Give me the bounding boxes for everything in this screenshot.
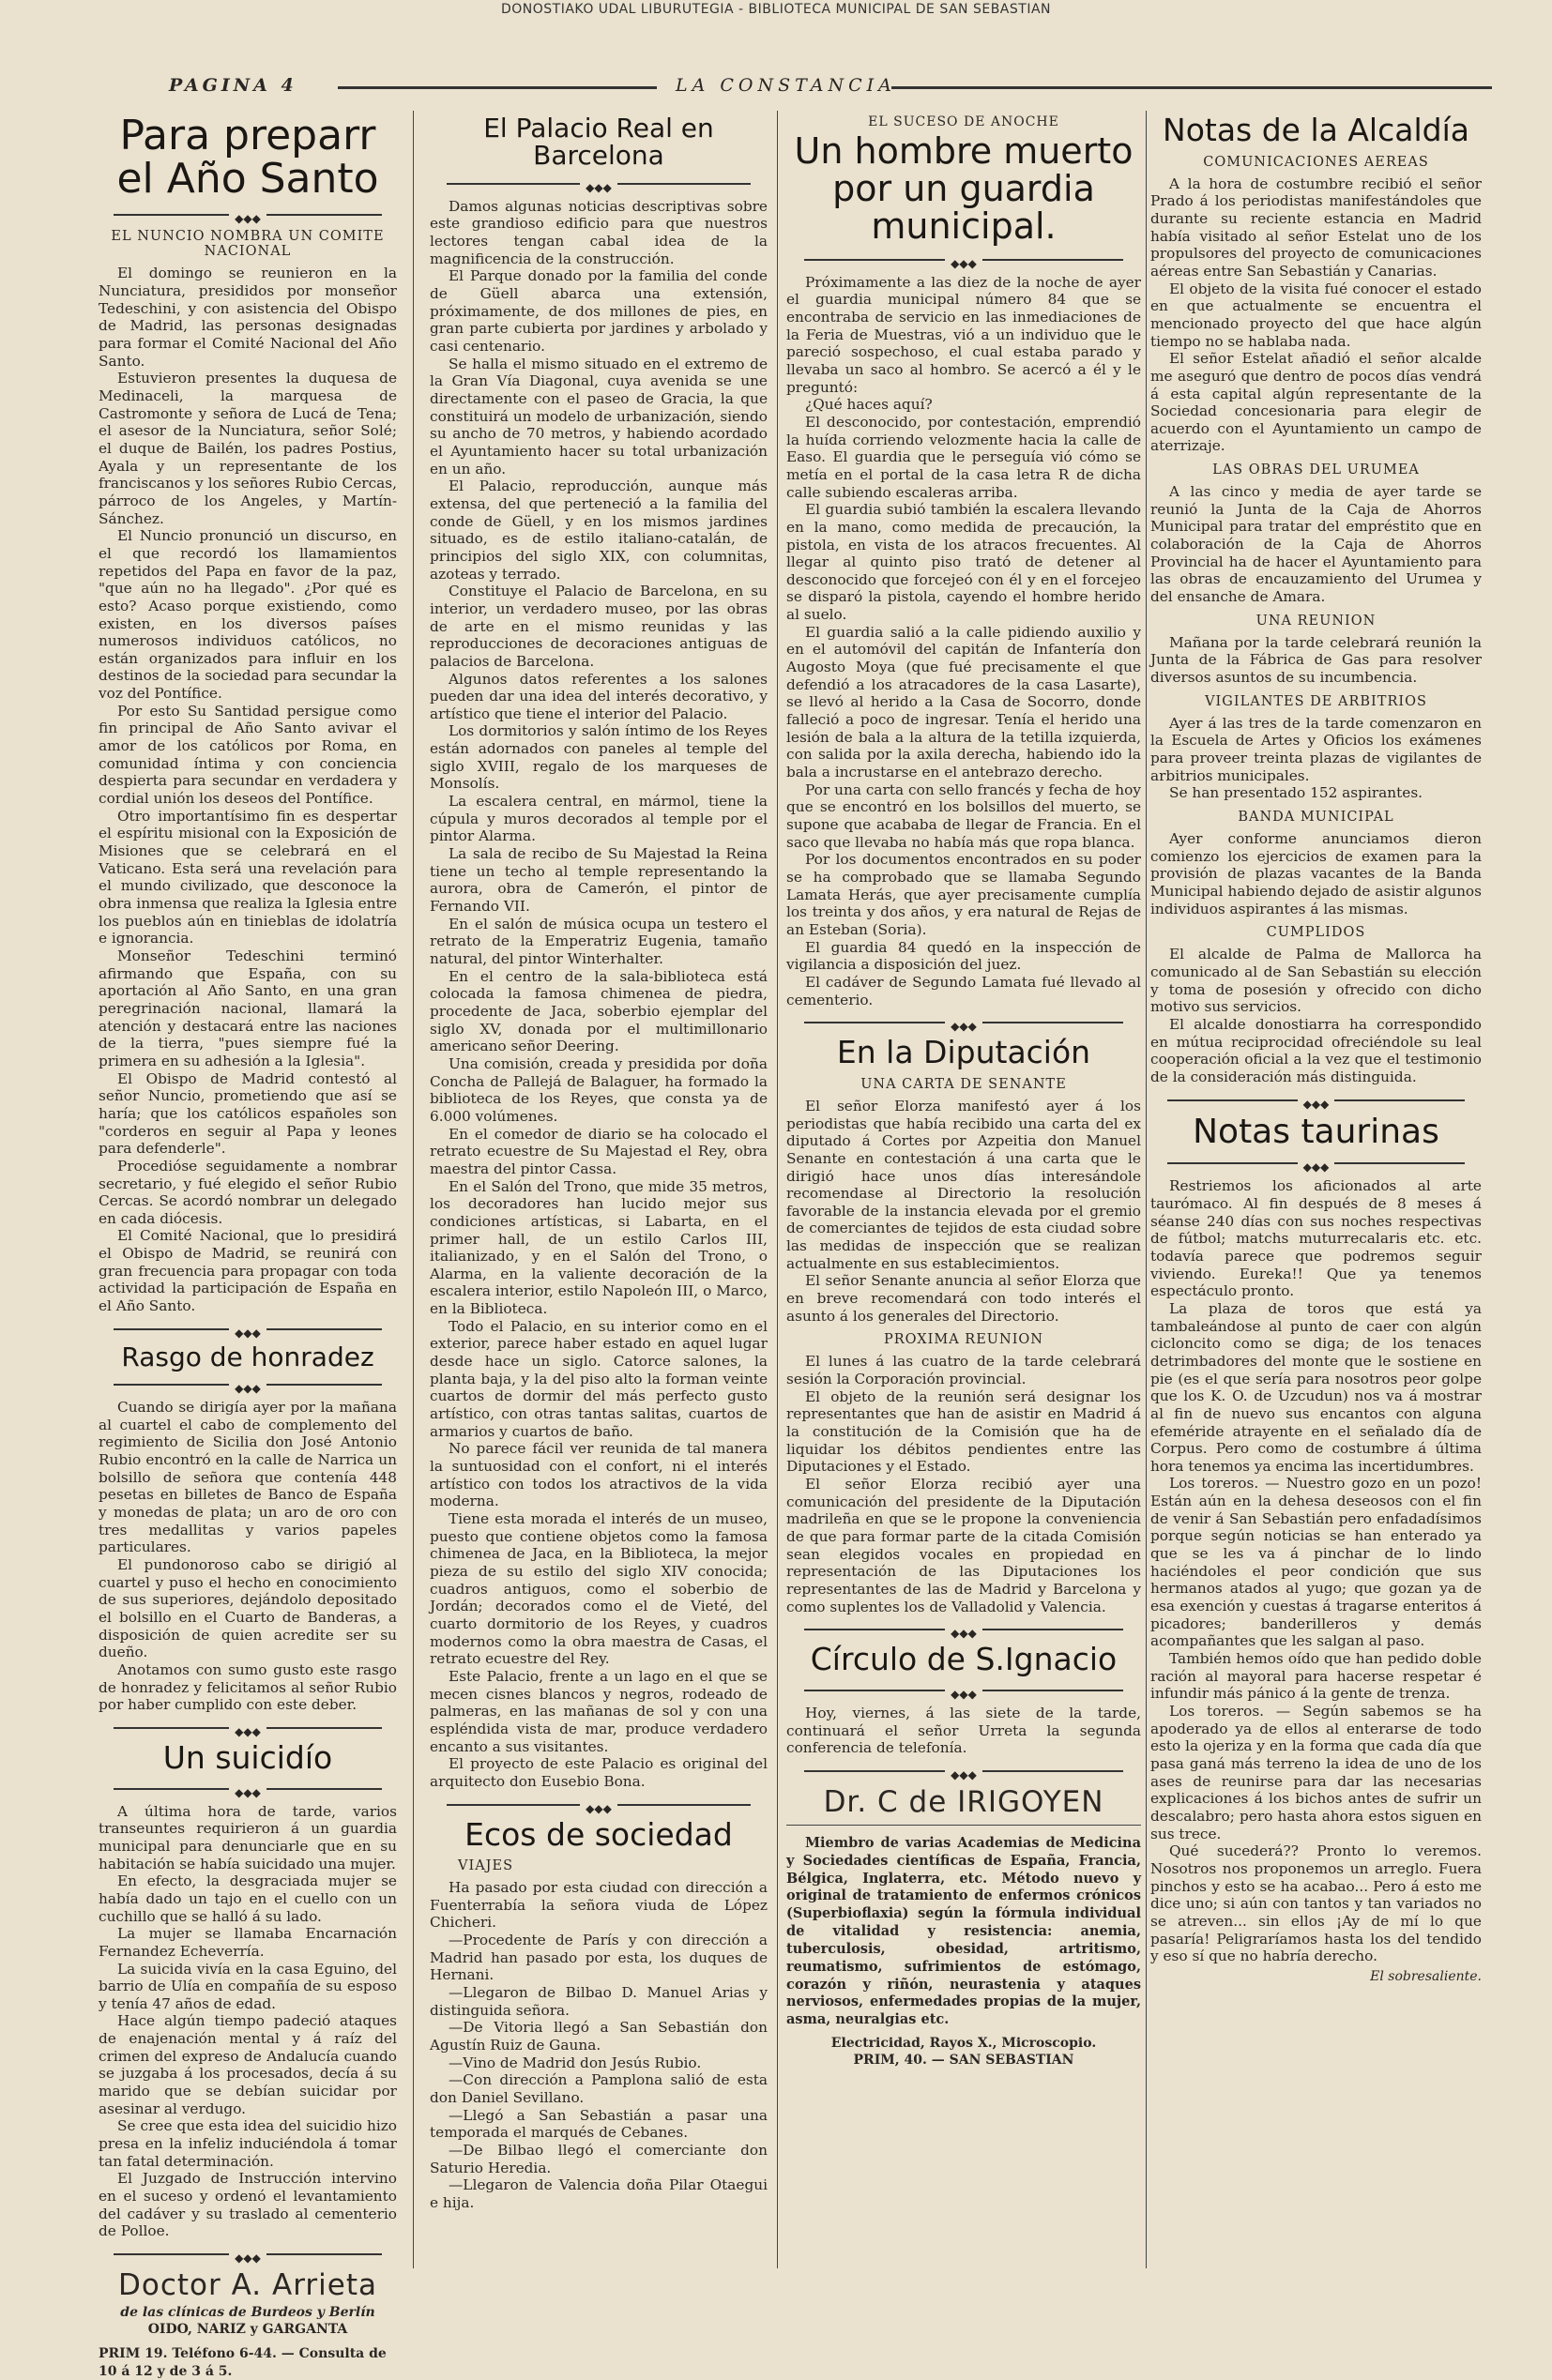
masthead-rule-right xyxy=(891,86,1492,89)
article-body xyxy=(99,1803,397,2240)
paragraph: A la hora de costumbre recibió el señor Prado á los periodistas manifestándoles que durante su reciente estancia en Madrid había visitado al señor Estelat uno de los propulsores del proyecto de comunicaciones aéreas entre San Sebastián y Canarias. xyxy=(1150,174,1482,280)
paragraph: En el centro de la sala-biblioteca está colocada la famosa chimenea de piedra, procedente de Jaca, soberbio ejemplar del siglo XV, donada por el multimillonario americano señor Deering. xyxy=(430,967,768,1055)
advertisement-irigoyen xyxy=(786,1785,1141,2069)
paragraph: Cuando se dirigía ayer por la mañana al cuartel el cabo de complemento del regimiento de Sicilia don José Antonio Rubio encontró en la calle de Narrica un bolsillo de señora que contenía 448 pesetas en billetes de Banco de España y monedas de plata; un aro de oro con tres medallitas y varios papeles particulares. xyxy=(99,1399,397,1556)
ad-line: PRIM 19. Teléfono 6-44. — Consulta de 10 á 12 y de 3 á 5. xyxy=(99,2346,387,2379)
masthead-rule-left xyxy=(338,86,657,89)
paragraph: La plaza de toros que está ya tambaleándose al punto de caer con algún cicloncito como se diga; de los tenaces detrimbadores del monte que le sostiene en pie (es el que sería para nosotros peor golpe que los K. O. de Uzcudun) nos va á mostrar al fin de nuevo sus encantos con alguna efeméride atrayente en el señalado día de Corpus. Pero como de costumbre á última hora tenemos ya encima las incertidumbres. xyxy=(1150,1299,1482,1475)
subheadline: PROXIMA REUNION xyxy=(884,1332,1043,1348)
paragraph: Todo el Palacio, en su interior como en el exterior, parece haber estado en aquel lugar desde hace un siglo. Catorce salones, la planta baja, y la del piso alto la forman veinte cuartos de dormir del más perfecto gusto artístico, con otras tantas salitas, cuartos de armarios y cuartos de baño. xyxy=(430,1317,768,1440)
ad-line: de las clínicas de Burdeos y Berlín xyxy=(120,2305,375,2320)
headline-ano-santo: Para preparr el Año Santo xyxy=(116,112,379,204)
paragraph: A las cinco y media de ayer tarde se reunió la Junta de la Caja de Ahorros Municipal para tratar del empréstito que en colaboración de la Caja de Ahorros Provincial ha de hacer el Ayuntamiento para las obras de encauzamiento del Urumea y del ensanche de Amara. xyxy=(1150,483,1482,606)
ad-line: OIDO, NARIZ y GARGANTA xyxy=(147,2322,348,2338)
column-rule xyxy=(413,111,414,2268)
paragraph: El alcalde donostiarra ha correspondido en mútua reciprocidad ofreciéndole su leal cooperación oficial a la vez que el testimonio de la consideración más distinguida. xyxy=(1150,1015,1482,1085)
article-body xyxy=(786,1353,1141,1615)
section-divider: ◆◆◆ xyxy=(786,1016,1141,1029)
paragraph: Damos algunas noticias descriptivas sobre este grandioso edificio para que nuestros lectores tengan cabal idea de la magnificencia de la construcción. xyxy=(430,197,768,267)
section-divider: ◆◆◆ xyxy=(430,1798,768,1812)
paragraph: El Palacio, reproducción, aunque más extensa, del que perteneció a la familia del conde de Güell, y en los mismos jardines situado, es de estilo italiano-catalán, de principios del siglo XIX, con columnitas, azoteas y terrado. xyxy=(430,478,768,583)
advertisement-arrieta xyxy=(99,2268,397,2380)
paragraph: La escalera central, en mármol, tiene la cúpula y muros decorados al temple por el pintor Alarma. xyxy=(430,793,768,845)
paragraph: El guardia subió también la escalera llevando en la mano, como medida de precaución, la pistola, en vista de los atracos frecuentes. Al llegar al quinto piso trató de detener al desconocido que forcejeó con él y en el forcejeo se disparó la pistola, cayendo el hombre herido al suelo. xyxy=(786,501,1141,624)
paragraph: Tiene esta morada el interés de un museo, puesto que contiene objetos como la famosa chimenea de Jaca, en la Biblioteca, la mejor pieza de su estilo del siglo XIV conocida; cuadros antiguos, como el soberbio de Jordán; decorados como el de Vieté, del cuarto dormitorio de los Reyes, y cuadros modernos como la obra maestra de Casas, el retrato ecuestre del Rey. xyxy=(430,1510,768,1668)
paragraph: Próximamente a las diez de la noche de ayer el guardia municipal número 84 que se encontraba de servicio en las inmediaciones de la Feria de Muestras, vió a un individuo que le pareció sospechoso, el cual estaba parado y llevaba un saco al hombro. Se acercó a él y le preguntó: xyxy=(786,273,1141,396)
paragraph: Monseñor Tedeschini terminó afirmando que España, con su aportación al Año Santo, en una gran peregrinación nacional, llamará la atención y destacará entre las naciones de la tierra, "pues siempre fué la primera en su adhesión a la Iglesia". xyxy=(99,947,397,1069)
paragraph: A última hora de tarde, varios transeuntes requirieron á un guardia municipal para denunciarle que en su habitación se había suicidado una mujer. xyxy=(99,1802,397,1872)
paragraph: Ha pasado por esta ciudad con dirección a Fuenterrabía la señora viuda de López Chicheri. xyxy=(430,1879,768,1932)
paragraph: El proyecto de este Palacio es original del arquitecto don Eusebio Bona. xyxy=(430,1755,768,1790)
paragraph: La suicida vivía en la casa Eguino, del barrio de Ulía en compañía de su esposo y tenía 47 años de edad. xyxy=(99,1960,397,2012)
article-body xyxy=(1150,634,1482,687)
paragraph: Ayer conforme anunciamos dieron comienzo los ejercicios de examen para la provisión de plazas vacantes de la Banda Municipal habiendo dejado de asistir algunos individuos aspirantes á las mismas. xyxy=(1150,829,1482,917)
ornament: ◆◆◆ xyxy=(99,1378,397,1391)
headline-suicidio: Un suicidío xyxy=(162,1738,333,1776)
paragraph: El desconocido, por contestación, emprendió la huída corriendo velozmente hacia la calle de Easo. El guardia que le perseguía vió cómo se metía en el portal de la casa letra R de dicha calle subiendo escaleras arriba. xyxy=(786,413,1141,501)
article-body xyxy=(786,1098,1141,1326)
subheadline: UNA REUNION xyxy=(1255,613,1377,629)
paragraph: En efecto, la desgraciada mujer se había dado un tajo en el cuello con un cuchillo que se halló á su lado. xyxy=(99,1872,397,1925)
paragraph: El objeto de la reunión será designar los representantes que han de asistir en Madrid á la constitución de la Comisión que ha de liquidar los débitos pendientes entre las Diputaciones y el Estado. xyxy=(786,1387,1141,1476)
ornament: ◆◆◆ xyxy=(786,1684,1141,1697)
ad-rule xyxy=(786,1825,1141,1826)
column-rule xyxy=(1146,111,1147,2268)
section-divider: ◆◆◆ xyxy=(99,2248,397,2261)
paragraph: Restriemos los aficionados al arte taurómaco. Al fin después de 8 meses á séanse 240 días con sus noches respectivas de fútbol; matchs muturrecalaris etc. etc. todavía parece que podremos seguir viviendo. Eureka!! Que ya tenemos espectáculo pronto. xyxy=(1150,1177,1482,1300)
article-body xyxy=(99,265,397,1314)
paragraph: Una comisión, creada y presidida por doña Concha de Pallejá de Balaguer, ha formado la biblioteca de los Reyes, que consta ya de 6.000 volúmenes. xyxy=(430,1054,768,1125)
paragraph: Constituye el Palacio de Barcelona, en su interior, un verdadero museo, por las obras de arte en el mismo reunidas y las reproducciones de decoraciones antiguas de palacios de Barcelona. xyxy=(430,583,768,670)
paragraph: Hoy, viernes, á las siete de la tarde, continuará el señor Urreta la segunda conferencia de telefonía. xyxy=(786,1704,1141,1757)
paragraph: Por esto Su Santidad persigue como fin principal de Año Santo avivar el amor de los católicos por Roma, en comunidad íntima y con conciencia despierta para secundar en verdadera y cordial unión los deseos del Pontífice. xyxy=(99,702,397,808)
paragraph: Hace algún tiempo padeció ataques de enajenación mental y á raíz del crimen del expreso de Andalucía cuando se juzgaba á los procesados, decía á su marido que se debían suicidar por asesinar al verdugo. xyxy=(99,2012,397,2117)
paragraph: Procedióse seguidamente a nombrar secretario, y fué elegido el señor Rubio Cercas. Se acordó nombrar un delegado en cada diócesis. xyxy=(99,1157,397,1227)
paragraph: El lunes á las cuatro de la tarde celebrará sesión la Corporación provincial. xyxy=(786,1353,1141,1388)
paragraph: Estuvieron presentes la duquesa de Medinaceli, la marquesa de Castromonte y señora de Lucá de Tena; el asesor de la Nunciatura, señor Solé; el duque de Bailén, los padres Postius, Ayala y un representante de los franciscanos y los señores Rubio Cercas, párroco de los Angeles, y Martín-Sánchez. xyxy=(99,370,397,527)
ad-text: Miembro de varias Academias de Medicina y Sociedades científicas de España, Francia, Bélgica, Inglaterra, etc. Método nuevo y original de tratamiento de enfermos crónicos (Superbioflaxia) según la fórmula individual de vitalidad y resistencia: anemia, tuberculosis, obesidad, artritismo, reumatismo, sufrimientos de estómago, corazón y riñón, neurastenia y ataques nerviosos, enfermedades propias de la mujer, asma, neuralgias etc. xyxy=(786,1834,1141,2028)
article-body xyxy=(430,198,768,1791)
ornament: ◆◆◆ xyxy=(99,208,397,221)
paragraph: Se halla el mismo situado en el extremo de la Gran Vía Diagonal, cuya avenida se une directamente con el paseo de Gracia, la que constituirá un modelo de urbanización, siendo su ancho de 70 metros, y habiendo acordado el Ayuntamiento hacer su total urbanización en un año. xyxy=(430,355,768,478)
paragraph: El señor Senante anuncia al señor Elorza que en breve recomendará con todo interés el asunto á los generales del Directorio. xyxy=(786,1272,1141,1325)
section-divider: ◆◆◆ xyxy=(786,1623,1141,1636)
headline-diputacion: En la Diputación xyxy=(836,1034,1091,1071)
subheadline: EL NUNCIO NOMBRA UN COMITE NACIONAL xyxy=(111,229,385,260)
paragraph: El Juzgado de Instrucción intervino en el suceso y ordenó el levantamiento del cadáver y su traslado al cementerio de Polloe. xyxy=(99,2170,397,2240)
paragraph: —De Bilbao llegó el comerciante don Saturio Heredia. xyxy=(430,2141,768,2176)
subheadline: COMUNICACIONES AEREAS xyxy=(1203,154,1429,170)
paragraph: En el Salón del Trono, que mide 35 metros, los decoradores han lucido mejor sus condiciones artísticas, si Labarta, en el primer hall, de un estilo Carlos III, italianizado, y en el Salón del Trono, o Alarma, en la valiente decoración de la escalera interior, estilo Napoleón III, o Marco, en la Biblioteca. xyxy=(430,1177,768,1318)
article-body xyxy=(1150,1177,1482,1965)
paragraph: El alcalde de Palma de Mallorca ha comunicado al de San Sebastián su elección y toma de posesión y ofrecido con dicho motivo sus servicios. xyxy=(1150,946,1482,1016)
paragraph: Anotamos con sumo gusto este rasgo de honradez y felicitamos al señor Rubio por haber cumplido con este deber. xyxy=(99,1660,397,1714)
column-2 xyxy=(430,111,768,2268)
paragraph: El pundonoroso cabo se dirigió al cuartel y puso el hecho en conocimiento de sus superiores, dejándolo depositado el bolsillo en el Cuarto de Banderas, a disposición de quien acredite ser su dueño. xyxy=(99,1556,397,1661)
ornament: ◆◆◆ xyxy=(430,177,768,190)
paragraph: Los dormitorios y salón íntimo de los Reyes están adornados con paneles al temple del siglo XVIII, regalo de los marqueses de Monsolís. xyxy=(430,722,768,793)
paragraph: Los toreros. — Nuestro gozo en un pozo! Están aún en la dehesa deseosos con el fin de venir á San Sebastián pero enfadadísimos porque según noticias se han enterado ya que se les va á pinchar de lo lindo haciéndoles el peor condición que sus hermanos atados al yugo; que gozan ya de esa exención y cuestas á tragarse enteritos á picadores; banderilleros y demás acompañantes que les salgan al paso. xyxy=(1150,1475,1482,1650)
paragraph: Mañana por la tarde celebrará reunión la Junta de la Fábrica de Gas para resolver diversos asuntos de su incumbencia. xyxy=(1150,633,1482,687)
column-rule xyxy=(777,111,778,2268)
paragraph: Otro importantísimo fin es despertar el espíritu misional con la Exposición de Misiones que se celebrará en el Vaticano. Esta será una revelación para el mundo civilizado, que desconoce la obra inmensa que realiza la Iglesia entre los pueblos aún en tinieblas de idolatría e ignorancia. xyxy=(99,807,397,947)
section-divider: ◆◆◆ xyxy=(1150,1094,1482,1107)
paragraph: —Procedente de París y con dirección a Madrid han pasado por esta, los duques de Hernani. xyxy=(430,1932,768,1984)
subheadline: VIAJES xyxy=(458,1858,514,1874)
paragraph: —Con dirección a Pamplona salió de esta don Daniel Sevillano. xyxy=(430,2071,768,2107)
ornament: ◆◆◆ xyxy=(786,253,1141,266)
article-body xyxy=(99,1399,397,1714)
ad-line: PRIM, 40. — SAN SEBASTIAN xyxy=(853,2053,1074,2069)
headline-circulo: Círculo de S.Ignacio xyxy=(810,1641,1118,1678)
article-body xyxy=(786,274,1141,1009)
article-body xyxy=(1150,175,1482,456)
paragraph: En el salón de música ocupa un testero el retrato de la Emperatriz Eugenia, tamaño natural, del pintor Winterhalter. xyxy=(430,915,768,967)
column-1 xyxy=(99,111,397,2379)
paragraph: La mujer se llamaba Encarnación Fernandez Echeverría. xyxy=(99,1925,397,1960)
newspaper-title: LA CONSTANCIA xyxy=(676,75,896,96)
article-body xyxy=(1150,715,1482,802)
paragraph: Ayer á las tres de la tarde comenzaron en la Escuela de Artes y Oficios los exámenes para proveer treinta plazas de vigilantes de arbitrios municipales. xyxy=(1150,714,1482,784)
article-body xyxy=(786,1705,1141,1757)
paragraph: El señor Estelat añadió el señor alcalde me aseguró que dentro de pocos días vendrá á esta capital algún representante de la Sociedad concesionaria para elegir de acuerdo con el Ayuntamiento un campo de aterrizaje. xyxy=(1150,350,1482,455)
ornament: ◆◆◆ xyxy=(1150,1157,1482,1170)
paragraph: El domingo se reunieron en la Nunciatura, presididos por monseñor Tedeschini, y con asistencia del Obispo de Madrid, las personas designadas para formar el Comité Nacional del Año Santo. xyxy=(99,265,397,370)
paragraph: El guardia 84 quedó en la inspección de vigilancia a disposición del juez. xyxy=(786,938,1141,974)
paragraph: ¿Qué haces aquí? xyxy=(805,396,933,414)
paragraph: Los toreros. — Según sabemos se ha apoderado ya de ellos al enterarse de todo esto la ojeriza y en la forma que cada día que pasa ganá más terreno la idea de uno de los ases de reunirse para dar las necesarias explicaciones á los bichos antes de sufrir un descalabro; pero hasta ahora estos siguen en sus trece. xyxy=(1150,1703,1482,1842)
paragraph: También hemos oído que han pedido doble ración al mayoral para hacerse respetar é infundir más pánico á la gente de trenza. xyxy=(1150,1650,1482,1703)
ad-title: Dr. C de IRIGOYEN xyxy=(823,1784,1104,1819)
ad-title: Doctor A. Arrieta xyxy=(118,2268,377,2302)
paragraph: En el comedor de diario se ha colocado el retrato ecuestre de Su Majestad el Rey, obra maestra del pintor Cassa. xyxy=(430,1125,768,1177)
column-4 xyxy=(1150,111,1482,2268)
subheadline: UNA CARTA DE SENANTE xyxy=(860,1076,1067,1092)
paragraph: La sala de recibo de Su Majestad la Reina tiene un techo al temple representando la aurora, obra de Camerón, el pintor de Fernando VII. xyxy=(430,845,768,916)
article-body xyxy=(1150,830,1482,917)
section-divider: ◆◆◆ xyxy=(786,1765,1141,1778)
kicker: EL SUCESO DE ANOCHE xyxy=(868,114,1059,129)
article-body xyxy=(1150,946,1482,1085)
paragraph: Se cree que esta idea del suicidio hizo presa en la infeliz induciéndola á tomar tan fatal determinación. xyxy=(99,2117,397,2170)
headline-palacio-real: El Palacio Real en Barcelona xyxy=(483,113,714,172)
paragraph: —De Vitoria llegó a San Sebastián don Agustín Ruiz de Gauna. xyxy=(430,2019,768,2054)
headline-hombre-muerto: Un hombre muerto por un guardia municipal. xyxy=(794,130,1134,247)
paragraph: Se han presentado 152 aspirantes. xyxy=(1169,784,1423,802)
paragraph: Qué sucederá?? Pronto lo veremos. Nosotros nos proponemos un arreglo. Fuera pinchos y esto se ha acabao... Pero á esto me dice uno; si aún con tantos y tan variados no se atreven... sin ellos ¡Ay de mí lo que pasaría! Peligraríamos hasta los del tendido y eso sí que no habría derecho. xyxy=(1150,1842,1482,1965)
paragraph: El cadáver de Segundo Lamata fué llevado al cementerio. xyxy=(786,973,1141,1008)
section-divider: ◆◆◆ xyxy=(99,1721,397,1735)
paragraph: El Parque donado por la familia del conde de Güell abarca una extensión, próximamente, de dos millones de pies, en gran parte cubierta por jardines y arbolado y casi centenario. xyxy=(430,267,768,356)
library-watermark: DONOSTIAKO UDAL LIBURUTEGIA - BIBLIOTECA MUNICIPAL DE SAN SEBASTIAN xyxy=(500,2,1052,17)
paragraph: El Obispo de Madrid contestó al señor Nuncio, prometiendo que así se haría; que los católicos españoles son "corderos en seguir al Papa y leones para defenderle". xyxy=(99,1069,397,1158)
paragraph: Este Palacio, frente a un lago en el que se mecen cisnes blancos y negros, rodeado de palmeras, en las mañanas de sol y con una espléndida vista de mar, produce verdadero encanto a sus visitantes. xyxy=(430,1667,768,1755)
headline-ecos-sociedad: Ecos de sociedad xyxy=(464,1815,733,1853)
section-divider: ◆◆◆ xyxy=(99,1323,397,1336)
ad-line: Electricidad, Rayos X., Microscopio. xyxy=(830,2036,1097,2052)
paragraph: El objeto de la visita fué conocer el estado en que actualmente se encuentra el mencionado proyecto del que hace algún tiempo no se hablaba nada. xyxy=(1150,280,1482,350)
column-3 xyxy=(786,111,1141,2268)
headline-honradez: Rasgo de honradez xyxy=(121,1341,374,1372)
paragraph: El Nuncio pronunció un discurso, en el que recordó los llamamientos repetidos del Papa en favor de la paz, "que aún no ha llegado". ¿Por qué es esto? Acaso porque existiendo, como existen, en los diversos países numerosos individuos católicos, no están organizados para influir en los destinos de la sociedad para secundar la voz del Pontífice. xyxy=(99,527,397,703)
paragraph: El señor Elorza recibió ayer una comunicación del presidente de la Diputación madrileña en que se le propone la conveniencia de que para formar parte de la citada Comisión sean elegidos vocales en propiedad en representación de las Diputaciones los representantes de las de Madrid y Barcelona y como suplentes los de Valladolid y Valencia. xyxy=(786,1476,1141,1615)
paragraph: El Comité Nacional, que lo presidirá el Obispo de Madrid, se reunirá con gran frecuencia para propagar con toda actividad la participación de España en el Año Santo. xyxy=(99,1227,397,1315)
ornament: ◆◆◆ xyxy=(99,1782,397,1796)
paragraph: —Vino de Madrid don Jesús Rubio. xyxy=(449,2054,702,2071)
paragraph: No parece fácil ver reunida de tal manera la suntuosidad con el confort, ni el interés artístico con todos los atractivos de la vida moderna. xyxy=(430,1440,768,1510)
article-body xyxy=(430,1879,768,2211)
headline-taurinas: Notas taurinas xyxy=(1193,1112,1439,1151)
paragraph: El guardia salió a la calle pidiendo auxilio y en el automóvil del capitán de Infantería don Augosto Moya (que fué precisamente el que defendió a los atracadores de la casa Lasarte), se llevó al herido a la Casa de Socorro, donde falleció a poco de ingresar. Tenía el herido una lesión de bala a la altura de la tetilla izquierda, con salida por la axila derecha, habiendo ido la bala a incrustarse en el antebrazo derecho. xyxy=(786,623,1141,781)
masthead xyxy=(169,68,1501,105)
article-body xyxy=(1150,483,1482,606)
page-number: PAGINA 4 xyxy=(169,75,297,96)
paragraph: Algunos datos referentes a los salones pueden dar una idea del interés decorativo, y artístico que tiene el interior del Palacio. xyxy=(430,670,768,722)
paragraph: —Llegaron de Valencia doña Pilar Otaegui e hija. xyxy=(430,2176,768,2211)
paragraph: Por los documentos encontrados en su poder se ha comprobado que se llamaba Segundo Lamata Herás, que ayer precisamente cumplía los treinta y dos años, y era natural de Rejas de an Esteban (Soria). xyxy=(786,851,1141,938)
subheadline: CUMPLIDOS xyxy=(1266,925,1366,941)
subheadline: LAS OBRAS DEL URUMEA xyxy=(1212,462,1420,478)
signature: El sobresaliente. xyxy=(1370,1968,1482,1984)
paragraph: —Llegó a San Sebastián a pasar una temporada el marqués de Cebanes. xyxy=(430,2106,768,2142)
headline-alcaldia: Notas de la Alcaldía xyxy=(1163,112,1469,148)
subheadline: VIGILANTES DE ARBITRIOS xyxy=(1205,693,1427,709)
paragraph: El señor Elorza manifestó ayer á los periodistas que había recibido una carta del ex diputado á Cortes por Azpeitia don Manuel Senante en contestación á una carta que le dirigió hace unos días interesándole recomendase al Directorio la resolución favorable de la instancia elevada por el gremio de comerciantes de tejidos de esta ciudad sobre las medidas de inspección que se realizan actualmente en sus establecimientos. xyxy=(786,1097,1141,1272)
paragraph: —Llegaron de Bilbao D. Manuel Arias y distinguida señora. xyxy=(430,1984,768,2019)
subheadline: BANDA MUNICIPAL xyxy=(1238,809,1394,825)
paragraph: Por una carta con sello francés y fecha de hoy que se encontró en los bolsillos del muerto, se supone que acababa de llegar de Francia. En el saco que llevaba no había más que ropa blanca. xyxy=(786,781,1141,851)
